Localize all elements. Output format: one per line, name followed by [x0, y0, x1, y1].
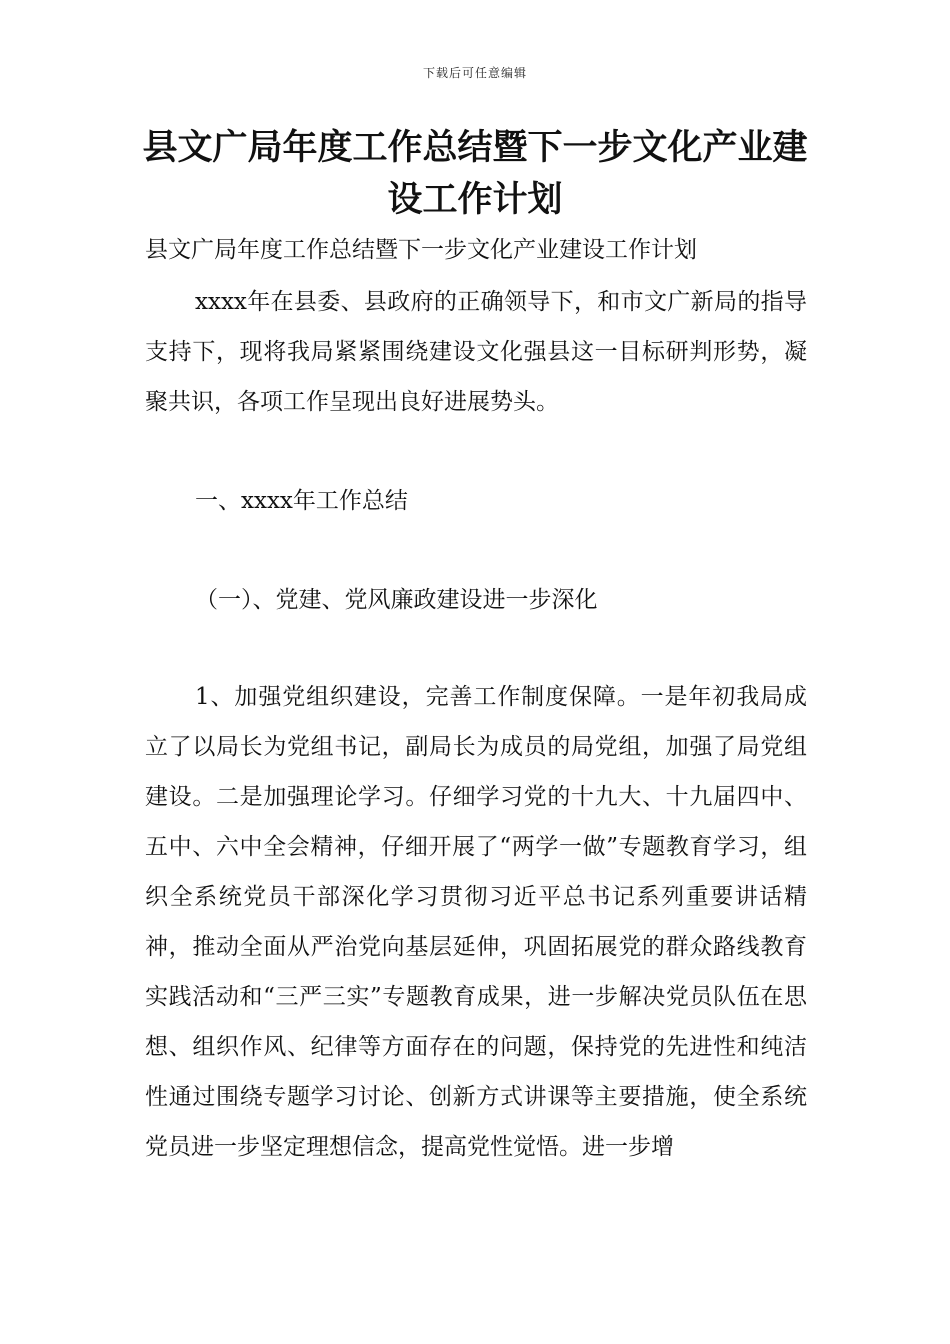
document-title: 县文广局年度工作总结暨下一步文化产业建设工作计划 — [142, 128, 808, 220]
section-heading: 一、xxxx年工作总结 — [195, 488, 408, 514]
body-paragraph: 1、加强党组织建设，完善工作制度保障。一是年初我局成立了以局长为党组书记，副局长为成员的局党组，加强了局党组建设。二是加强理论学习。仔细学习党的十九大、十九届四中、五中、六中全会精神，仔细开展了“两学一做”专题教育学习，组织全系统党员干部深化学习贯彻习近平总书记系列重要讲话精神，推动全面从严治党向基层延伸，巩固拓展党的群众路线教育实践活动和“三严三实”专题教育成果，进一步解决党员队伍在思想、组织作风、纪律等方面存在的问题，保持党的先进性和纯洁性通过围绕专题学习讨论、创新方式讲课等主要措施，使全系统党员进一步坚定理想信念，提高党性觉悟。进一步增 — [145, 684, 807, 1160]
header-note: 下载后可任意编辑 — [422, 66, 527, 80]
subsection-heading: （一）、党建、党风廉政建设进一步深化 — [195, 587, 598, 613]
intro-paragraph: xxxx年在县委、县政府的正确领导下，和市文广新局的指导支持下，现将我局紧紧围绕建设文化强县这一目标研判形势，凝聚共识，各项工作呈现出良好进展势头。 — [145, 289, 807, 415]
document-subtitle: 县文广局年度工作总结暨下一步文化产业建设工作计划 — [145, 237, 697, 263]
